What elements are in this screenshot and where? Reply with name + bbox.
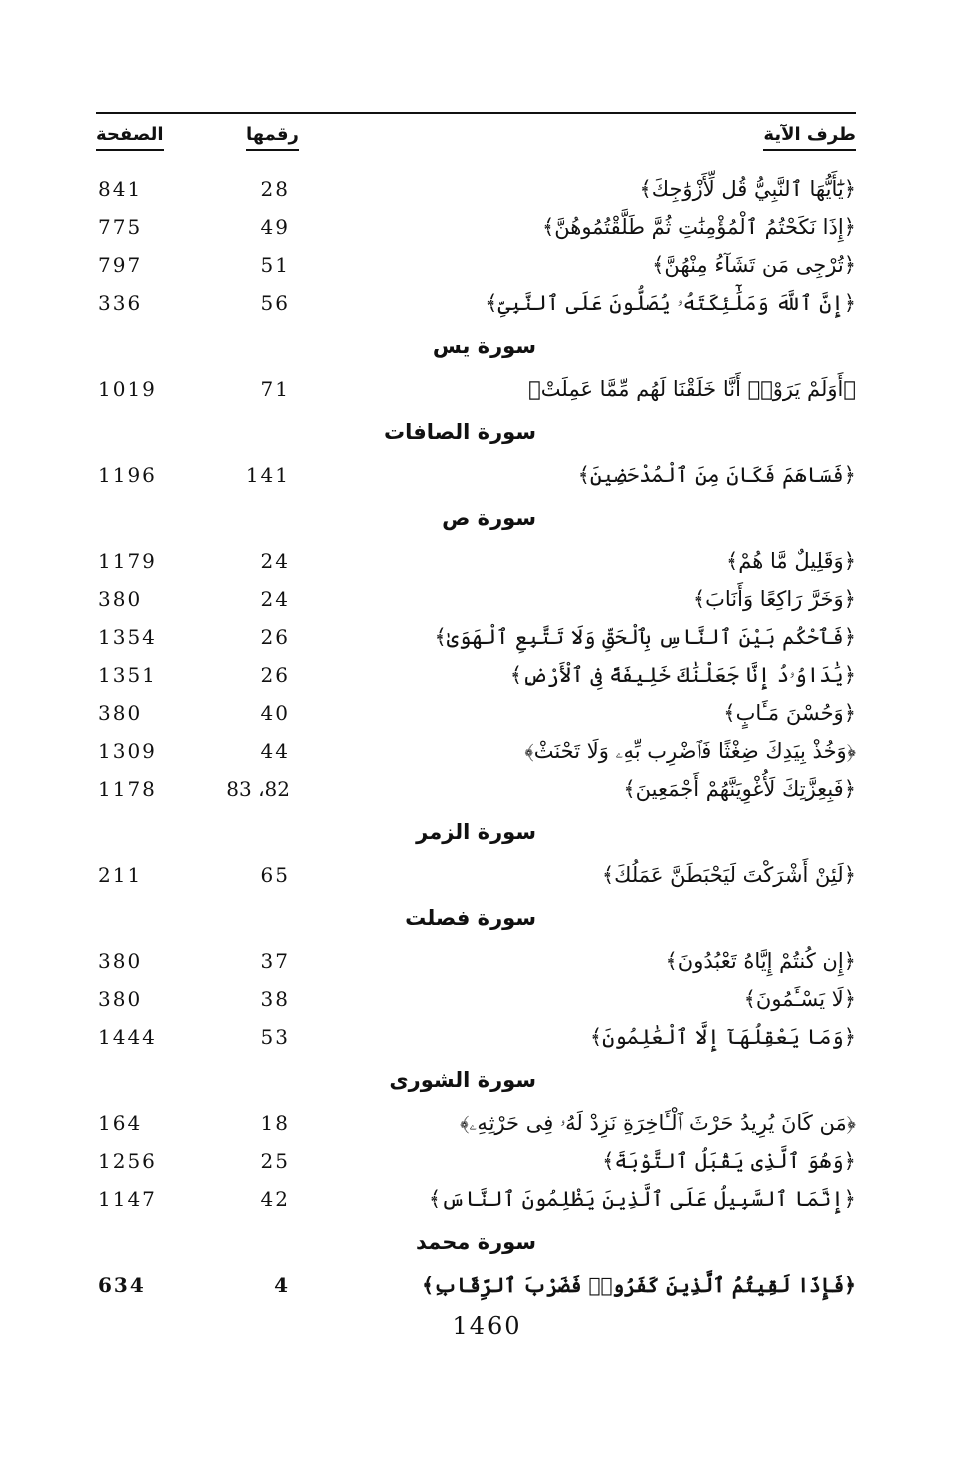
page-reference: 1178 xyxy=(98,777,157,801)
page-reference: 1019 xyxy=(98,377,157,401)
ayah-number: 18 xyxy=(260,1111,290,1135)
table-row xyxy=(96,372,856,410)
ayah-excerpt: ﴿وَهُوَ ٱلَّذِى يَقْبَلُ ٱلتَّوْبَةَ﴾ xyxy=(602,1149,856,1173)
surah-title: سورة الصافات xyxy=(383,420,536,444)
ayah-excerpt: ﴿تُرْجِى مَن تَشَآءُ مِنْهُنَّ﴾ xyxy=(652,253,856,277)
ayah-excerpt: ﴿وَمَا يَعْقِلُهَآ إِلَّا ٱلْعَٰلِمُونَ﴾ xyxy=(589,1025,856,1049)
ayah-number: 141 xyxy=(245,463,290,487)
ayah-excerpt: ﴿وَحُسْنَ مَـَٔابٍ﴾ xyxy=(723,701,856,725)
ayah-number: 82، 83 xyxy=(226,777,290,801)
table-row xyxy=(96,1268,856,1306)
ayah-excerpt: ﴿إِنَّ ٱللَّهَ وَمَلَٰٓئِكَتَهُۥ يُصَلُّونَ عَلَى ٱلنَّبِىِّ﴾ xyxy=(485,291,856,315)
table-row xyxy=(96,582,856,620)
header-page-label: الصفحة xyxy=(96,124,164,151)
ayah-excerpt: ﴿فَٱحْكُم بَيْنَ ٱلنَّاسِ بِٱلْحَقِّ وَلَا تَتَّبِعِ ٱلْهَوَىٰ﴾ xyxy=(434,625,856,649)
ayah-number: 28 xyxy=(260,177,290,201)
page-reference: 164 xyxy=(98,1111,143,1135)
ayah-number: 44 xyxy=(260,739,290,763)
ayah-excerpt: ﴿لَا يَسْـَٔمُونَ﴾ xyxy=(743,987,856,1011)
table-row xyxy=(96,1106,856,1144)
surah-heading-row xyxy=(96,814,856,858)
page-reference: 380 xyxy=(98,949,143,973)
ayah-excerpt: ﴿لَئِنْ أَشْرَكْتَ لَيَحْبَطَنَّ عَمَلُكَ﴾ xyxy=(601,863,856,887)
page-reference: 841 xyxy=(98,177,143,201)
ayah-excerpt: ﴿يَٰدَاوُۥدُ إِنَّا جَعَلْنَٰكَ خَلِيفَةً فِى ٱلْأَرْضِ﴾ xyxy=(509,663,856,687)
ayah-number: 42 xyxy=(260,1187,290,1211)
header-number-label: رقمها xyxy=(246,124,299,151)
page-reference: 380 xyxy=(98,701,143,725)
page-reference: 1196 xyxy=(98,463,157,487)
page-reference: 1309 xyxy=(98,739,157,763)
ayah-number: 24 xyxy=(260,587,290,611)
ayah-number: 49 xyxy=(260,215,290,239)
page-reference: 1147 xyxy=(98,1187,157,1211)
ayah-number: 38 xyxy=(260,987,290,1011)
surah-title: سورة يس xyxy=(432,334,536,358)
page-number: 1460 xyxy=(452,1312,522,1340)
surah-heading-row xyxy=(96,500,856,544)
ayah-excerpt: ﴿أَوَلَمْ يَرَوْا۟ أَنَّا خَلَقْنَا لَهُم مِّمَّا عَمِلَتْ﴾ xyxy=(528,377,856,401)
ayah-number: 24 xyxy=(260,549,290,573)
page-reference: 1444 xyxy=(98,1025,157,1049)
table-row xyxy=(96,658,856,696)
table-row xyxy=(96,858,856,896)
table-row xyxy=(96,944,856,982)
page-reference: 775 xyxy=(98,215,143,239)
surah-title: سورة ص xyxy=(442,506,536,530)
ayah-excerpt: ﴿فَإِذَا لَقِيتُمُ ٱلَّذِينَ كَفَرُوا۟ فَضَرْبَ ٱلرِّقَابِ﴾ xyxy=(422,1273,856,1297)
page-reference: 797 xyxy=(98,253,143,277)
ayah-excerpt: ﴿وَقَلِيلٌ مَّا هُمْ﴾ xyxy=(725,549,856,573)
table-row xyxy=(96,1182,856,1220)
ayah-number: 51 xyxy=(260,253,290,277)
table-row xyxy=(96,620,856,658)
ayah-excerpt: ﴿فَبِعِزَّتِكَ لَأُغْوِيَنَّهُمْ أَجْمَعِينَ﴾ xyxy=(623,777,856,801)
table-row xyxy=(96,172,856,210)
ayah-number: 53 xyxy=(260,1025,290,1049)
ayah-excerpt: ﴿مَن كَانَ يُرِيدُ حَرْثَ ٱلْـَٔاخِرَةِ نَزِدْ لَهُۥ فِى حَرْثِهِۦ﴾ xyxy=(460,1111,856,1135)
surah-title: سورة الزمر xyxy=(416,820,536,844)
ayah-number: 37 xyxy=(260,949,290,973)
ayah-excerpt: ﴿إِذَا نَكَحْتُمُ ٱلْمُؤْمِنَٰتِ ثُمَّ طَلَّقْتُمُوهُنَّ﴾ xyxy=(541,215,856,239)
ayah-excerpt: ﴿وَخُذْ بِيَدِكَ ضِغْثًا فَٱضْرِب بِّهِۦ وَلَا تَحْنَثْ﴾ xyxy=(524,739,856,763)
ayah-number: 65 xyxy=(260,863,290,887)
table-row xyxy=(96,734,856,772)
page-reference: 1351 xyxy=(98,663,157,687)
table-row xyxy=(96,1020,856,1058)
ayah-number: 40 xyxy=(260,701,290,725)
table-header xyxy=(96,112,856,160)
table-row xyxy=(96,772,856,810)
page-reference: 380 xyxy=(98,587,143,611)
surah-heading-row xyxy=(96,1062,856,1106)
surah-heading-row xyxy=(96,1224,856,1268)
page-reference: 211 xyxy=(98,863,143,887)
table-row xyxy=(96,210,856,248)
ayah-number: 26 xyxy=(260,663,290,687)
index-table-body xyxy=(96,172,856,1306)
ayah-number: 26 xyxy=(260,625,290,649)
page-reference: 634 xyxy=(98,1273,146,1297)
ayah-excerpt: ﴿يَٰٓأَيُّهَا ٱلنَّبِيُّ قُل لِّأَزْوَٰجِكَ﴾ xyxy=(639,177,856,201)
surah-heading-row xyxy=(96,414,856,458)
table-row xyxy=(96,544,856,582)
ayah-number: 56 xyxy=(260,291,290,315)
ayah-number: 4 xyxy=(274,1273,290,1297)
page-reference: 1179 xyxy=(98,549,157,573)
ayah-excerpt: ﴿وَخَرَّ رَاكِعًا وَأَنَابَ﴾ xyxy=(692,587,856,611)
table-row xyxy=(96,982,856,1020)
table-row xyxy=(96,248,856,286)
table-row xyxy=(96,1144,856,1182)
table-row xyxy=(96,286,856,324)
ayah-number: 71 xyxy=(260,377,290,401)
surah-title: سورة محمد xyxy=(416,1230,536,1254)
surah-title: سورة الشورى xyxy=(389,1068,536,1092)
page-reference: 380 xyxy=(98,987,143,1011)
page-reference: 1256 xyxy=(98,1149,157,1173)
ayah-excerpt: ﴿إِن كُنتُمْ إِيَّاهُ تَعْبُدُونَ﴾ xyxy=(665,949,856,973)
ayah-excerpt: ﴿فَسَاهَمَ فَكَانَ مِنَ ٱلْمُدْحَضِينَ﴾ xyxy=(577,463,856,487)
table-row xyxy=(96,458,856,496)
table-row xyxy=(96,696,856,734)
surah-title: سورة فصلت xyxy=(405,906,536,930)
ayah-excerpt: ﴿إِنَّمَا ٱلسَّبِيلُ عَلَى ٱلَّذِينَ يَظْلِمُونَ ٱلنَّاسَ﴾ xyxy=(428,1187,856,1211)
surah-heading-row xyxy=(96,328,856,372)
page-reference: 336 xyxy=(98,291,143,315)
surah-heading-row xyxy=(96,900,856,944)
ayah-number: 25 xyxy=(260,1149,290,1173)
page-reference: 1354 xyxy=(98,625,157,649)
header-ayah-label: طرف الآية xyxy=(763,124,856,151)
